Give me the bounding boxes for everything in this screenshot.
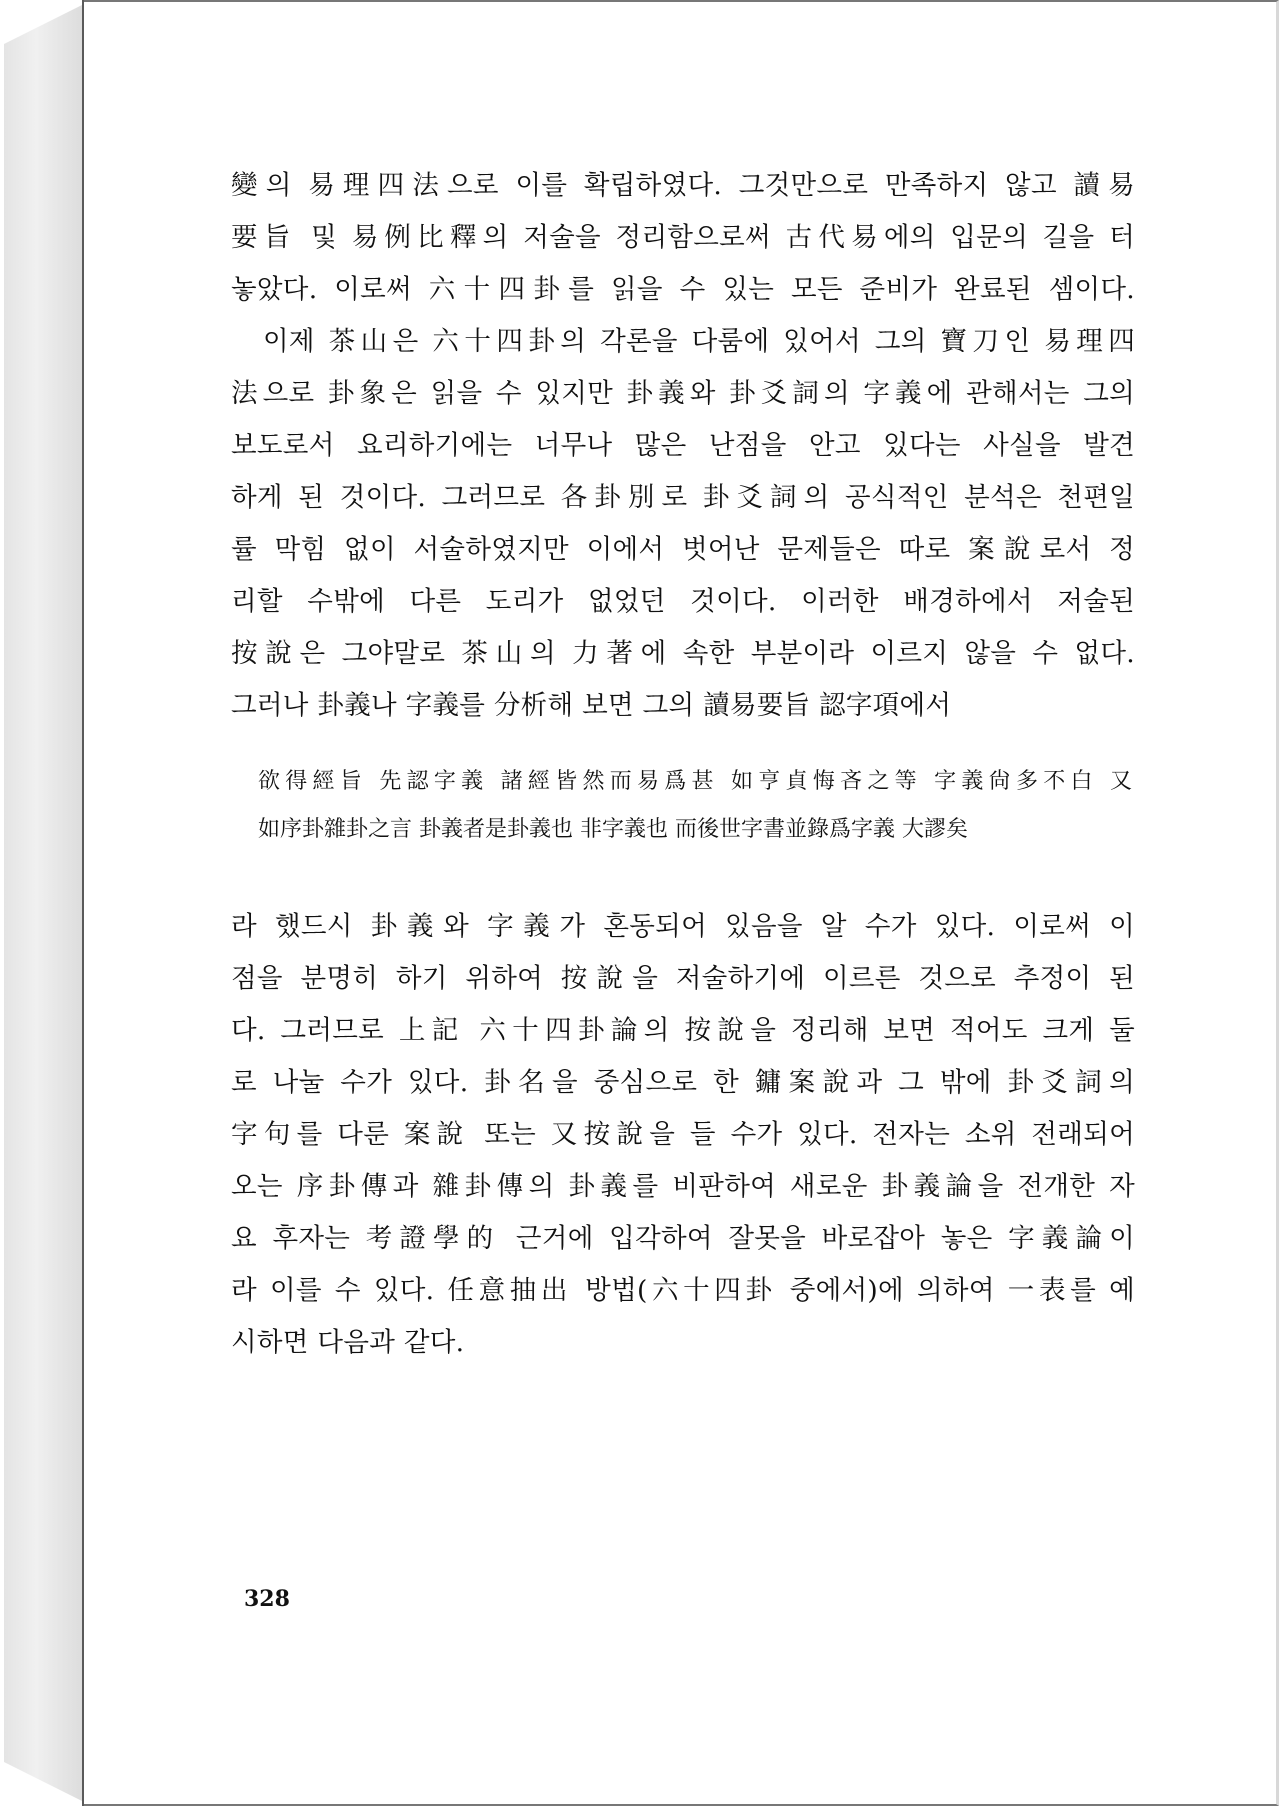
text-line: 法으로 卦象은 읽을 수 있지만 卦義와 卦爻詞의 字義에 관해서는 그의 xyxy=(231,378,1135,409)
text-line: 하게 된 것이다. 그러므로 各卦別로 卦爻詞의 공식적인 분석은 천편일 xyxy=(231,482,1135,513)
paragraph-1 xyxy=(231,160,1135,732)
block-quote xyxy=(258,758,1132,854)
text-line: 리할 수밖에 다른 도리가 없었던 것이다. 이러한 배경하에서 저술된 xyxy=(231,586,1135,617)
book-spine-edge xyxy=(4,4,84,1802)
page-number: 328 xyxy=(244,1586,290,1612)
text-line: 變의 易理四法으로 이를 확립하였다. 그것만으로 만족하지 않고 讀易 xyxy=(231,170,1135,201)
text-line: 로 나눌 수가 있다. 卦名을 중심으로 한 鏞案說과 그 밖에 卦爻詞의 xyxy=(231,1067,1135,1098)
text-line: 놓았다. 이로써 六十四卦를 읽을 수 있는 모든 준비가 완료된 셈이다. xyxy=(231,274,1135,305)
text-line: 요 후자는 考證學的 근거에 입각하여 잘못을 바로잡아 놓은 字義論이 xyxy=(231,1223,1135,1254)
quote-line: 欲得經旨 先認字義 諸經皆然而易爲甚 如亨貞悔吝之等 字義尙多不白 又 xyxy=(258,769,1132,794)
text-line: 이제 茶山은 六十四卦의 각론을 다룸에 있어서 그의 寶刀인 易理四 xyxy=(263,326,1135,357)
text-line: 要旨 및 易例比釋의 저술을 정리함으로써 古代易에의 입문의 길을 터 xyxy=(231,222,1135,253)
text-line: 다. 그러므로 上記 六十四卦論의 按說을 정리해 보면 적어도 크게 둘 xyxy=(231,1015,1135,1046)
text-line: 보도로서 요리하기에는 너무나 많은 난점을 안고 있다는 사실을 발견 xyxy=(231,430,1135,461)
text-line: 시하면 다음과 같다. xyxy=(231,1327,465,1358)
text-line: 률 막힘 없이 서술하였지만 이에서 벗어난 문제들은 따로 案說로서 정 xyxy=(231,534,1135,565)
text-line: 字句를 다룬 案說 또는 又按說을 들 수가 있다. 전자는 소위 전래되어 xyxy=(231,1119,1135,1150)
quote-line: 如序卦雜卦之言 卦義者是卦義也 非字義也 而後世字書並錄爲字義 大謬矣 xyxy=(258,817,968,842)
text-line: 라 이를 수 있다. 任意抽出 방법(六十四卦 중에서)에 의하여 一表를 예 xyxy=(231,1275,1135,1306)
text-line: 점을 분명히 하기 위하여 按說을 저술하기에 이르른 것으로 추정이 된 xyxy=(231,963,1135,994)
text-line: 按說은 그야말로 茶山의 力著에 속한 부분이라 이르지 않을 수 없다. xyxy=(231,638,1135,669)
text-line: 오는 序卦傳과 雜卦傳의 卦義를 비판하여 새로운 卦義論을 전개한 자 xyxy=(231,1171,1135,1202)
text-line: 그러나 卦義나 字義를 分析해 보면 그의 讀易要旨 認字項에서 xyxy=(231,690,952,721)
paragraph-2 xyxy=(231,901,1135,1369)
text-line: 라 했드시 卦義와 字義가 혼동되어 있음을 알 수가 있다. 이로써 이 xyxy=(231,911,1135,942)
